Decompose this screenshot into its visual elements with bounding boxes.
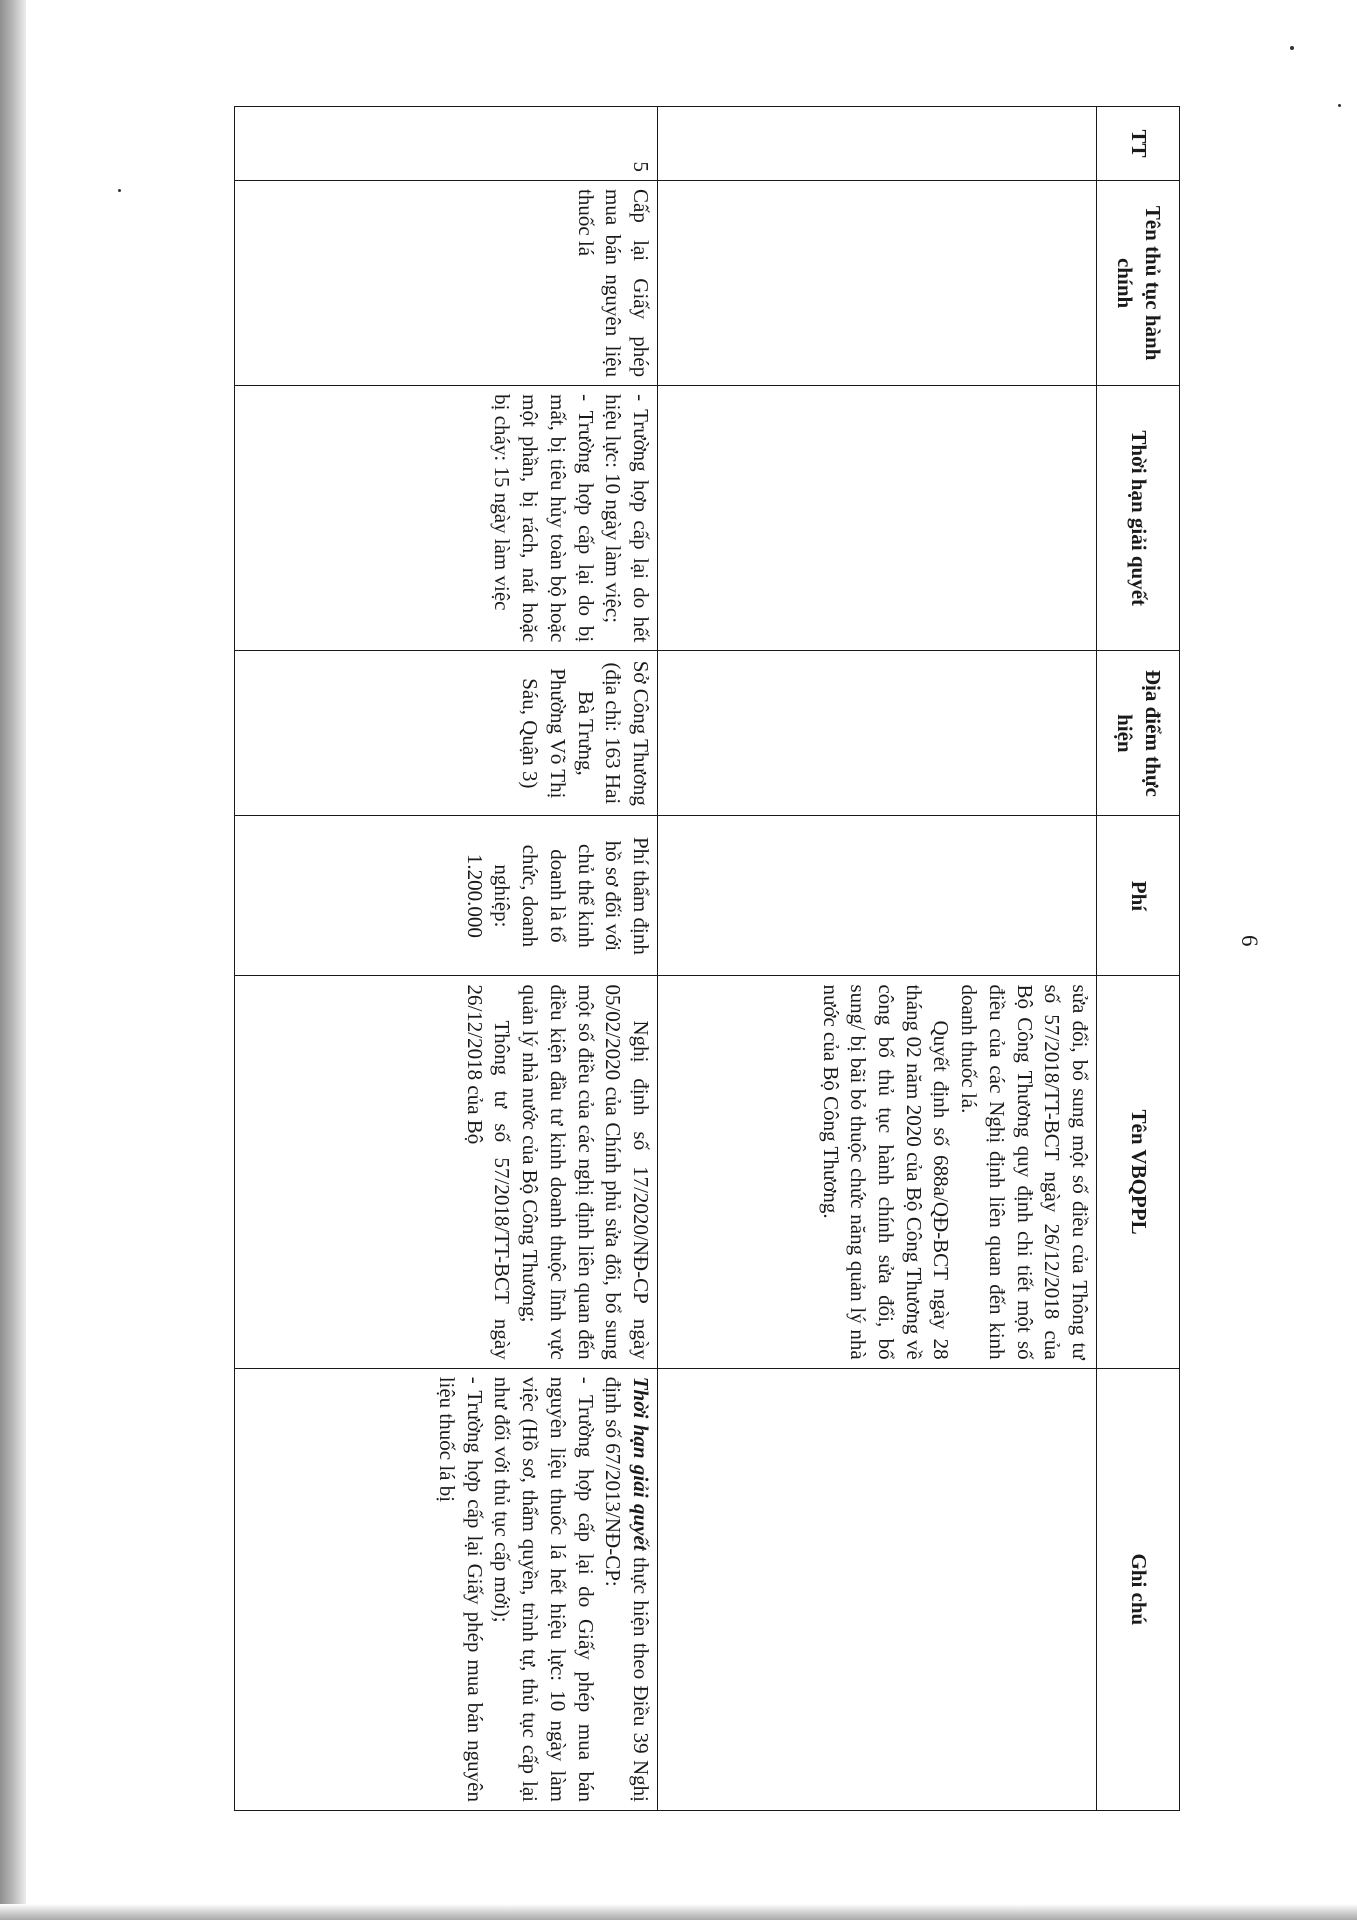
cell-law — [235, 976, 658, 1368]
law-paragraph: sửa đổi, bổ sung một số điều của Thông tư số 57/2018/TT-BCT ngày 26/12/2018 của Bộ Công Thương quy định chi tiết một số điều của các Nghị định liên quan đến kinh doanh thuốc lá. — [957, 984, 1092, 1360]
note-paragraph: - Trường hợp cấp lại Giấy phép mua bán nguyên liệu thuốc lá bị — [434, 1376, 487, 1802]
time-paragraph: - Trường hợp cấp lại do bị mất, bị tiêu hủy toàn bộ hoặc một phần, bị rách, nát hoặc bị cháy: 15 ngày làm việc — [490, 394, 598, 643]
table-row-5 — [235, 107, 658, 1811]
law-paragraph: Thông tư số 57/2018/TT-BCT ngày 26/12/2018 của Bộ — [462, 984, 515, 1360]
cell-place: Sở Công Thương (địa chỉ: 163 Hai Bà Trưng, Phường Võ Thị Sáu, Quận 3) — [235, 651, 658, 816]
cell-note — [235, 1368, 658, 1810]
cell-fee — [658, 816, 1097, 976]
cell-law — [658, 976, 1097, 1368]
cell-time — [658, 386, 1097, 651]
header-place: Địa điểm thực hiện — [1097, 651, 1180, 816]
note-bold-heading: Thời hạn giải quyết — [629, 1376, 653, 1551]
cell-tt — [658, 107, 1097, 181]
time-paragraph: - Trường hợp cấp lại do hết hiệu lực: 10 ngày làm việc; — [601, 394, 653, 643]
cell-time — [235, 386, 658, 651]
header-tt: TT — [1097, 107, 1180, 181]
cell-name — [658, 181, 1097, 386]
cell-note — [658, 1368, 1097, 1810]
header-time: Thời hạn giải quyết — [1097, 386, 1180, 651]
header-fee: Phí — [1097, 816, 1180, 976]
table-row-continued — [658, 107, 1097, 1811]
header-name: Tên thủ tục hành chính — [1097, 181, 1180, 386]
note-paragraph: - Trường hợp cấp lại do Giấy phép mua bán nguyên liệu thuốc lá hết hiệu lực: 10 ngày làm việc (Hồ sơ, thẩm quyền, trình tự, thủ tục cấp lại như đối với thủ tục cấp mới); — [490, 1376, 598, 1802]
law-paragraph: Nghị định số 17/2020/NĐ-CP ngày 05/02/2020 của Chính phủ sửa đổi, bổ sung một số điều của các nghị định liên quan đến điều kiện đầu tư kinh doanh thuộc lĩnh vực quản lý nhà nước của Bộ Công Thương; — [518, 984, 653, 1360]
procedures-table — [234, 106, 1180, 1811]
cell-name: Cấp lại Giấy phép mua bán nguyên liệu thuốc lá — [235, 181, 658, 386]
page-number: 6 — [1237, 935, 1262, 947]
cell-fee: Phí thẩm định hồ sơ đối với chủ thể kinh doanh là tổ chức, doanh nghiệp: 1.200.000 — [235, 816, 658, 976]
header-note: Ghi chú — [1097, 1368, 1180, 1810]
cell-place — [658, 651, 1097, 816]
header-law: Tên VBQPPL — [1097, 976, 1180, 1368]
law-paragraph: Quyết định số 688a/QĐ-BCT ngày 28 tháng 02 năm 2020 của Bộ Công Thương về công bố thủ tục hành chính sửa đổi, bổ sung/ bị bãi bỏ thuộc chức năng quản lý nhà nước của Bộ Công Thương. — [818, 984, 954, 1360]
cell-tt: 5 — [235, 107, 658, 181]
table-header-row — [1097, 107, 1180, 1811]
note-text: thực hiện theo Điều 39 Nghị định số 67/2013/NĐ-CP: — [601, 1376, 653, 1803]
